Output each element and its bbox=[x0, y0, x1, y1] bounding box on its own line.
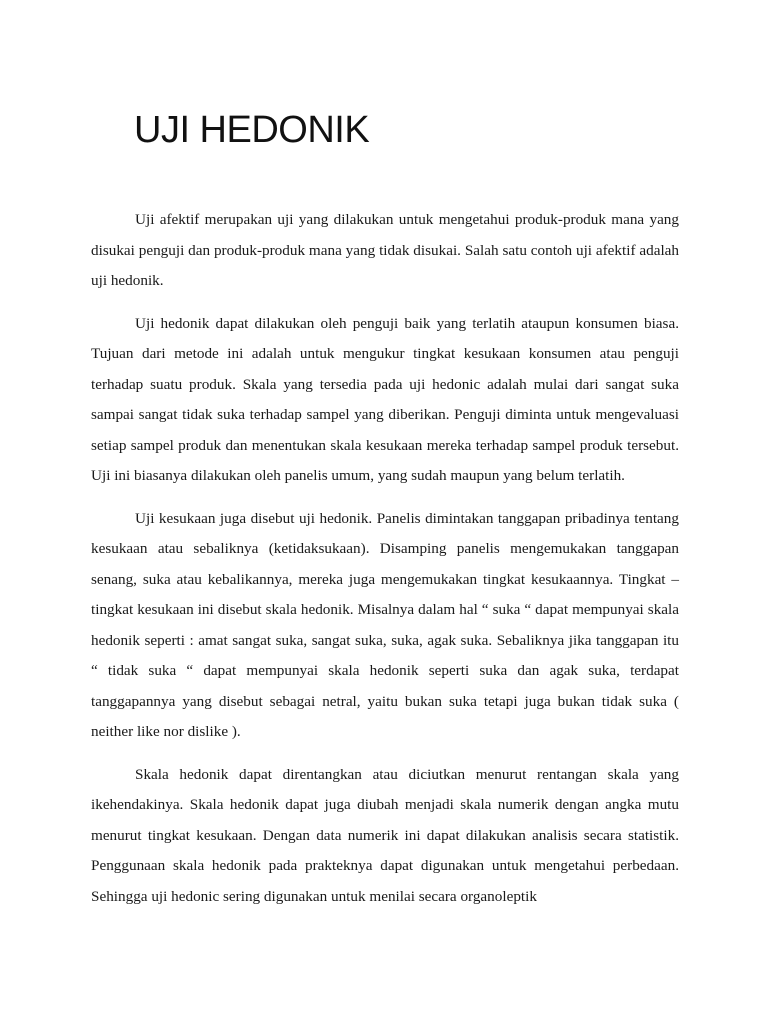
paragraph-2: Uji hedonik dapat dilakukan oleh penguji baik yang terlatih ataupun konsumen biasa. Tujuan dari metode ini adalah untuk mengukur tingkat kesukaan konsumen atau penguji terhadap suatu produk. Skala yang tersedia pada uji hedonic adalah mulai dari sangat suka sampai sangat tidak suka terhadap sampel yang diberikan. Penguji diminta untuk mengevaluasi setiap sampel produk dan menentukan skala kesukaan mereka terhadap sampel produk tersebut. Uji ini biasanya dilakukan oleh panelis umum, yang sudah maupun yang belum terlatih. bbox=[91, 314, 679, 484]
paragraph-4: Skala hedonik dapat direntangkan atau diciutkan menurut rentangan skala yang ikehendakinya. Skala hedonik dapat juga diubah menjadi skala numerik dengan angka mutu menurut tingkat kesukaan. Dengan data numerik ini dapat dilakukan analisis secara statistik. Penggunaan skala hedonik pada prakteknya dapat digunakan untuk mengetahui perbedaan. Sehingga uji hedonic sering digunakan untuk menilai secara organoleptik bbox=[91, 765, 679, 905]
paragraph-3: Uji kesukaan juga disebut uji hedonik. Panelis dimintakan tanggapan pribadinya tentang kesukaan atau sebaliknya (ketidaksukaan). Disamping panelis mengemukakan tanggapan senang, suka atau kebalikannya, mereka juga mengemukakan tingkat kesukaannya. Tingkat – tingkat kesukaan ini disebut skala hedonik. Misalnya dalam hal “ suka “ dapat mempunyai skala hedonik seperti : amat sangat suka, sangat suka, suka, agak suka. Sebaliknya jika tanggapan itu “ tidak suka “ dapat mempunyai skala hedonik seperti suka dan agak suka, terdapat tanggapannya yang disebut sebagai netral, yaitu bukan suka tetapi juga bukan tidak suka ( neither like nor dislike ). bbox=[91, 509, 679, 740]
paragraph-1: Uji afektif merupakan uji yang dilakukan untuk mengetahui produk-produk mana yang disukai penguji dan produk-produk mana yang tidak disukai. Salah satu contoh uji afektif adalah uji hedonik. bbox=[91, 211, 679, 289]
document-body bbox=[91, 205, 679, 924]
document-title: UJI HEDONIK bbox=[134, 109, 370, 151]
